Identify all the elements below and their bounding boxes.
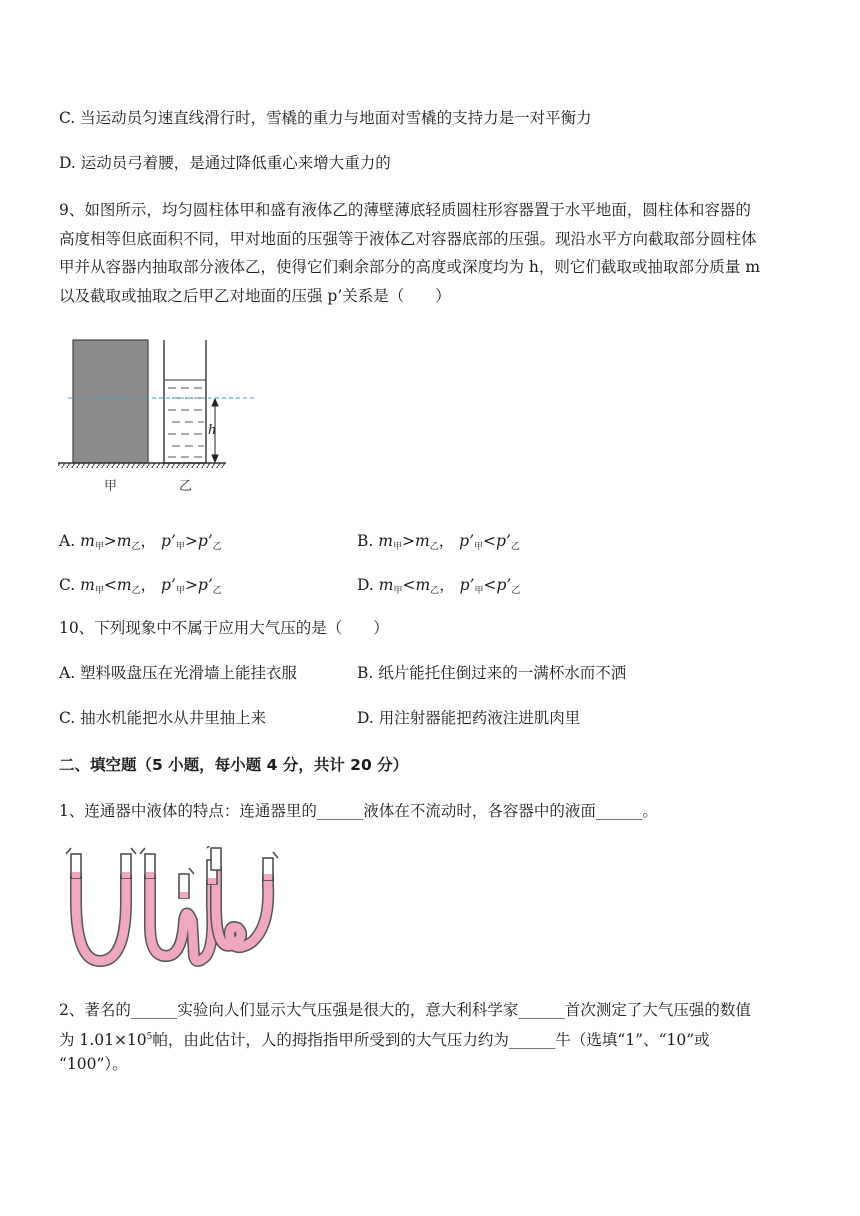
- ground: [58, 463, 226, 468]
- q9-option-d: D. $m_甲<m_乙$， $p’_甲<p’_乙$: [357, 576, 521, 596]
- section-title-fill-in: 二、填空题（5 小题，每小题 4 分，共计 20 分）: [59, 756, 409, 774]
- q10-option-a: A. 塑料吸盘压在光滑墙上能挂衣服: [59, 664, 298, 682]
- label-yi: 乙: [179, 479, 193, 494]
- q10-option-c: C. 抽水机能把水从井里抽上来: [59, 709, 267, 727]
- q10-stem: 10、下列现象中不属于应用大气压的是（ ）: [59, 619, 389, 637]
- q9-stem-line-2: 高度相等但底面积不同，甲对地面的压强等于液体乙对容器底部的压强。现沿水平方向截取部分圆柱体: [59, 230, 757, 248]
- q9-stem-line-1: 9、如图所示，均匀圆柱体甲和盛有液体乙的薄壁薄底轻质圆柱形容器置于水平地面，圆柱体和容器的: [59, 201, 751, 219]
- fill-q2-line-2: 为 $1.01\times 10^5$帕，由此估计，人的拇指指甲所受到的大气压力约为______牛（选填“1”、“10”或: [59, 1031, 710, 1049]
- q9-stem-line-4: 以及截取或抽取之后甲乙对地面的压强 p’关系是（ ）: [59, 287, 451, 305]
- q8-option-c: C. 当运动员匀速直线滑行时，雪橇的重力与地面对雪橇的支持力是一对平衡力: [59, 109, 592, 127]
- fill-q2-line-1: 2、著名的______实验向人们显示大气压强是很大的，意大利科学家______首次测定了大气压强的数值: [59, 1001, 751, 1019]
- q10-option-d: D. 用注射器能把药液注进肌肉里: [357, 709, 581, 727]
- q10-option-b: B. 纸片能托住倒过来的一满杯水而不洒: [357, 664, 627, 682]
- q8-option-d: D. 运动员弓着腰，是通过降低重心来增大重力的: [59, 154, 391, 172]
- q9-stem-line-3: 甲并从容器内抽取部分液体乙，使得它们剩余部分的高度或深度均为 h，则它们截取或抽取部分质量 m: [59, 258, 761, 276]
- q9-option-a: A. $m_甲>m_乙$， $p’_甲>p’_乙$: [59, 532, 222, 552]
- q9-option-c: C. $m_甲<m_乙$， $p’_甲>p’_乙$: [59, 576, 222, 596]
- label-jia: 甲: [104, 479, 118, 494]
- fill-q1-text: 1、连通器中液体的特点：连通器里的______液体在不流动时，各容器中的液面______。: [59, 802, 658, 820]
- q9-figure: [58, 330, 258, 495]
- label-h: h: [208, 423, 217, 438]
- q9-option-b: B. $m_甲>m_乙$， $p’_甲<p’_乙$: [357, 532, 520, 552]
- connected-vessels-figure: [62, 846, 282, 974]
- fill-q2-line-3: “100”）。: [59, 1055, 128, 1073]
- cylinder-jia: [73, 340, 148, 463]
